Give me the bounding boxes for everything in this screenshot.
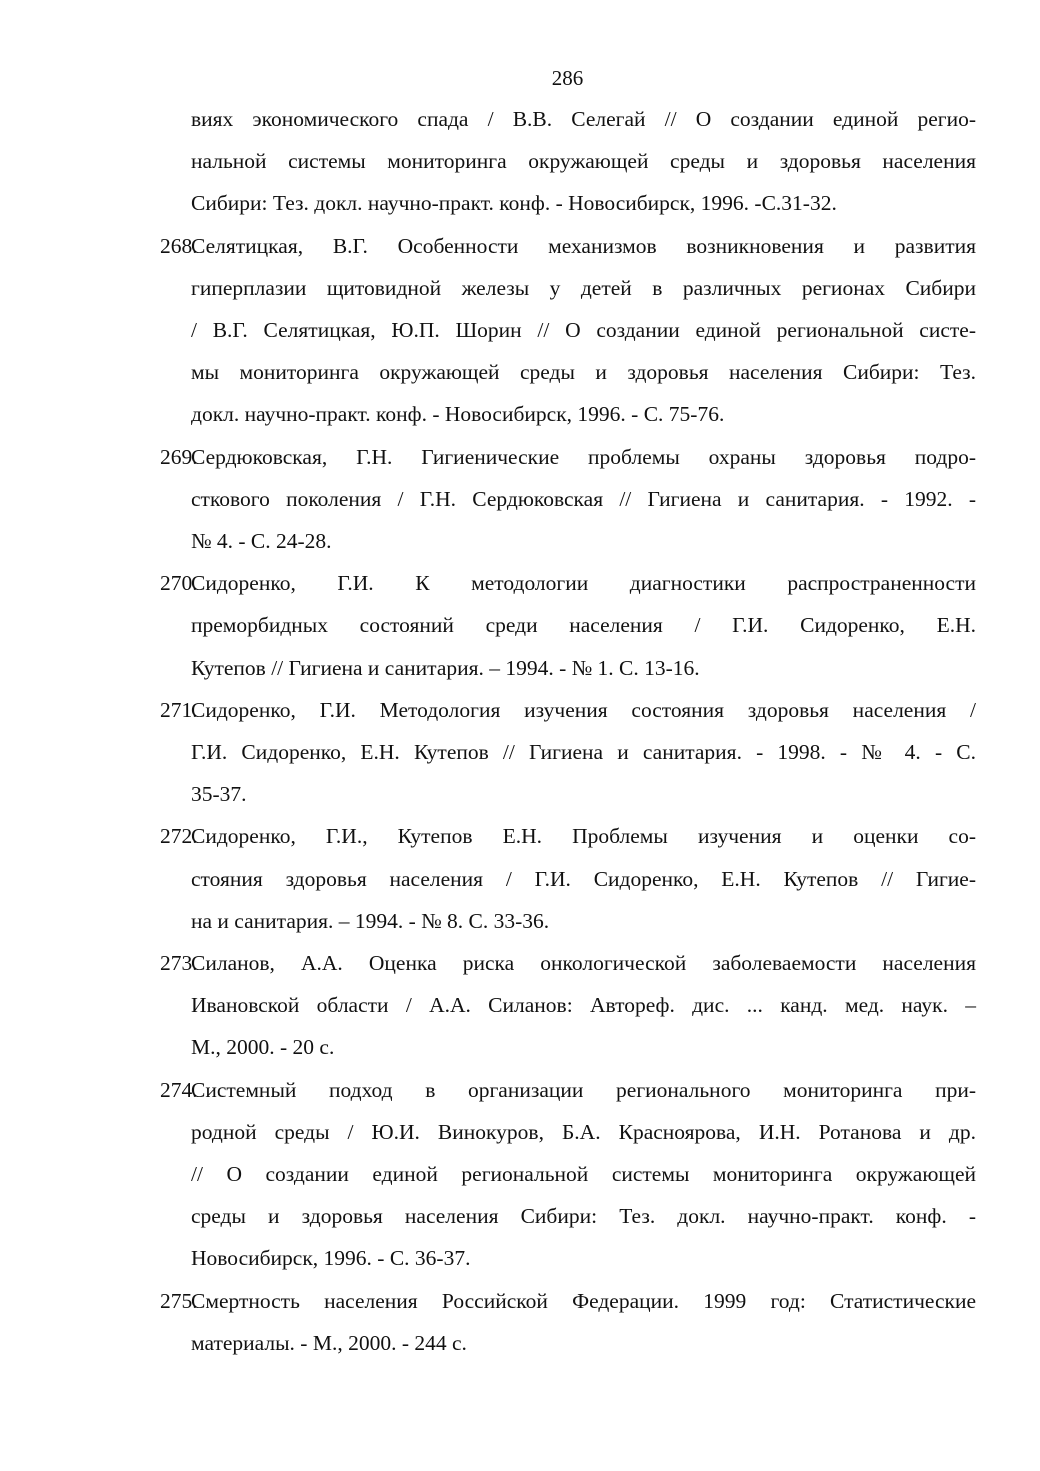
reference-line: докл. научно-практ. конф. - Новосибирск, 1996. - С. 75-76. (191, 402, 725, 427)
reference-line: среды и здоровья населения Сибири: Тез. докл. научно-практ. конф. - (191, 1204, 976, 1229)
reference-line: № 4. - С. 24-28. (191, 529, 332, 554)
reference-line: 35-37. (191, 782, 247, 807)
reference-line: / В.Г. Селятицкая, Ю.П. Шорин // О создании единой региональной систе- (191, 318, 976, 343)
reference-line: Сибири: Тез. докл. научно-практ. конф. - Новосибирск, 1996. -С.31-32. (191, 191, 837, 216)
reference-line: // О создании единой региональной системы мониторинга окружающей (191, 1162, 976, 1187)
reference-line: Новосибирск, 1996. - С. 36-37. (191, 1246, 471, 1271)
reference-entry-272 (160, 815, 976, 942)
reference-line: Селятицкая, В.Г. Особенности механизмов возникновения и развития (191, 233, 976, 258)
reference-line: гиперплазии щитовидной железы у детей в различных регионах Сибири (191, 275, 976, 300)
reference-text (191, 562, 976, 689)
reference-entry-275 (160, 1280, 976, 1364)
reference-line: Системный подход в организации регионального мониторинга при- (191, 1077, 976, 1102)
reference-number: 275. (160, 1288, 198, 1313)
reference-line: преморбидных состояний среди населения / Г.И. Сидоренко, Е.Н. (191, 613, 976, 638)
reference-line: Силанов, А.А. Оценка риска онкологической заболеваемости населения (191, 951, 976, 976)
reference-entry-continued (160, 98, 976, 225)
reference-text (191, 1280, 976, 1364)
reference-text (191, 689, 976, 816)
reference-line: сткового поколения / Г.Н. Сердюковская // Гигиена и санитария. - 1992. - (191, 486, 976, 511)
reference-line: Сидоренко, Г.И. К методологии диагностики распространенности (191, 571, 976, 596)
reference-text (191, 225, 976, 436)
reference-line: Смертность населения Российской Федерации. 1999 год: Статистические (191, 1288, 976, 1313)
reference-entry-269 (160, 436, 976, 563)
reference-line: стояния здоровья населения / Г.И. Сидоренко, Е.Н. Кутепов // Гигие- (191, 866, 976, 891)
reference-number: 269. (160, 444, 198, 469)
reference-text (191, 1069, 976, 1280)
reference-line: виях экономического спада / В.В. Селегай // О создании единой регио- (191, 107, 976, 131)
reference-line: Сидоренко, Г.И., Кутепов Е.Н. Проблемы изучения и оценки со- (191, 824, 976, 849)
reference-line: Сердюковская, Г.Н. Гигиенические проблемы охраны здоровья подро- (191, 444, 976, 469)
reference-entry-273 (160, 942, 976, 1069)
reference-line: Кутепов // Гигиена и санитария. – 1994. - № 1. С. 13-16. (191, 655, 700, 680)
reference-entry-270 (160, 562, 976, 689)
reference-number: 268. (160, 233, 198, 258)
reference-text (191, 436, 976, 563)
reference-text (191, 815, 976, 942)
reference-number: 271. (160, 697, 198, 722)
reference-line: материалы. - М., 2000. - 244 с. (191, 1330, 467, 1355)
reference-line: Г.И. Сидоренко, Е.Н. Кутепов // Гигиена и санитария. - 1998. - № 4. - С. (191, 740, 976, 765)
reference-line: Сидоренко, Г.И. Методология изучения состояния здоровья населения / (191, 697, 976, 722)
reference-entry-274 (160, 1069, 976, 1280)
reference-text (191, 942, 976, 1069)
reference-entry-271 (160, 689, 976, 816)
reference-number: 272. (160, 824, 198, 849)
reference-line: М., 2000. - 20 с. (191, 1035, 335, 1060)
reference-line: на и санитария. – 1994. - № 8. С. 33-36. (191, 908, 550, 933)
reference-line: нальной системы мониторинга окружающей среды и здоровья населения (191, 149, 976, 174)
reference-number: 274. (160, 1077, 198, 1102)
reference-number: 273. (160, 951, 198, 976)
reference-line: Ивановской области / А.А. Силанов: Автореф. дис. ... канд. мед. наук. – (191, 993, 976, 1018)
reference-line: родной среды / Ю.И. Винокуров, Б.А. Красноярова, И.Н. Ротанова и др. (191, 1119, 976, 1144)
reference-list (160, 98, 976, 1364)
reference-number: 270. (160, 571, 198, 596)
reference-line: мы мониторинга окружающей среды и здоровья населения Сибири: Тез. (191, 360, 976, 385)
page-number: 286 (551, 66, 584, 90)
reference-text (191, 98, 976, 225)
reference-entry-268 (160, 225, 976, 436)
